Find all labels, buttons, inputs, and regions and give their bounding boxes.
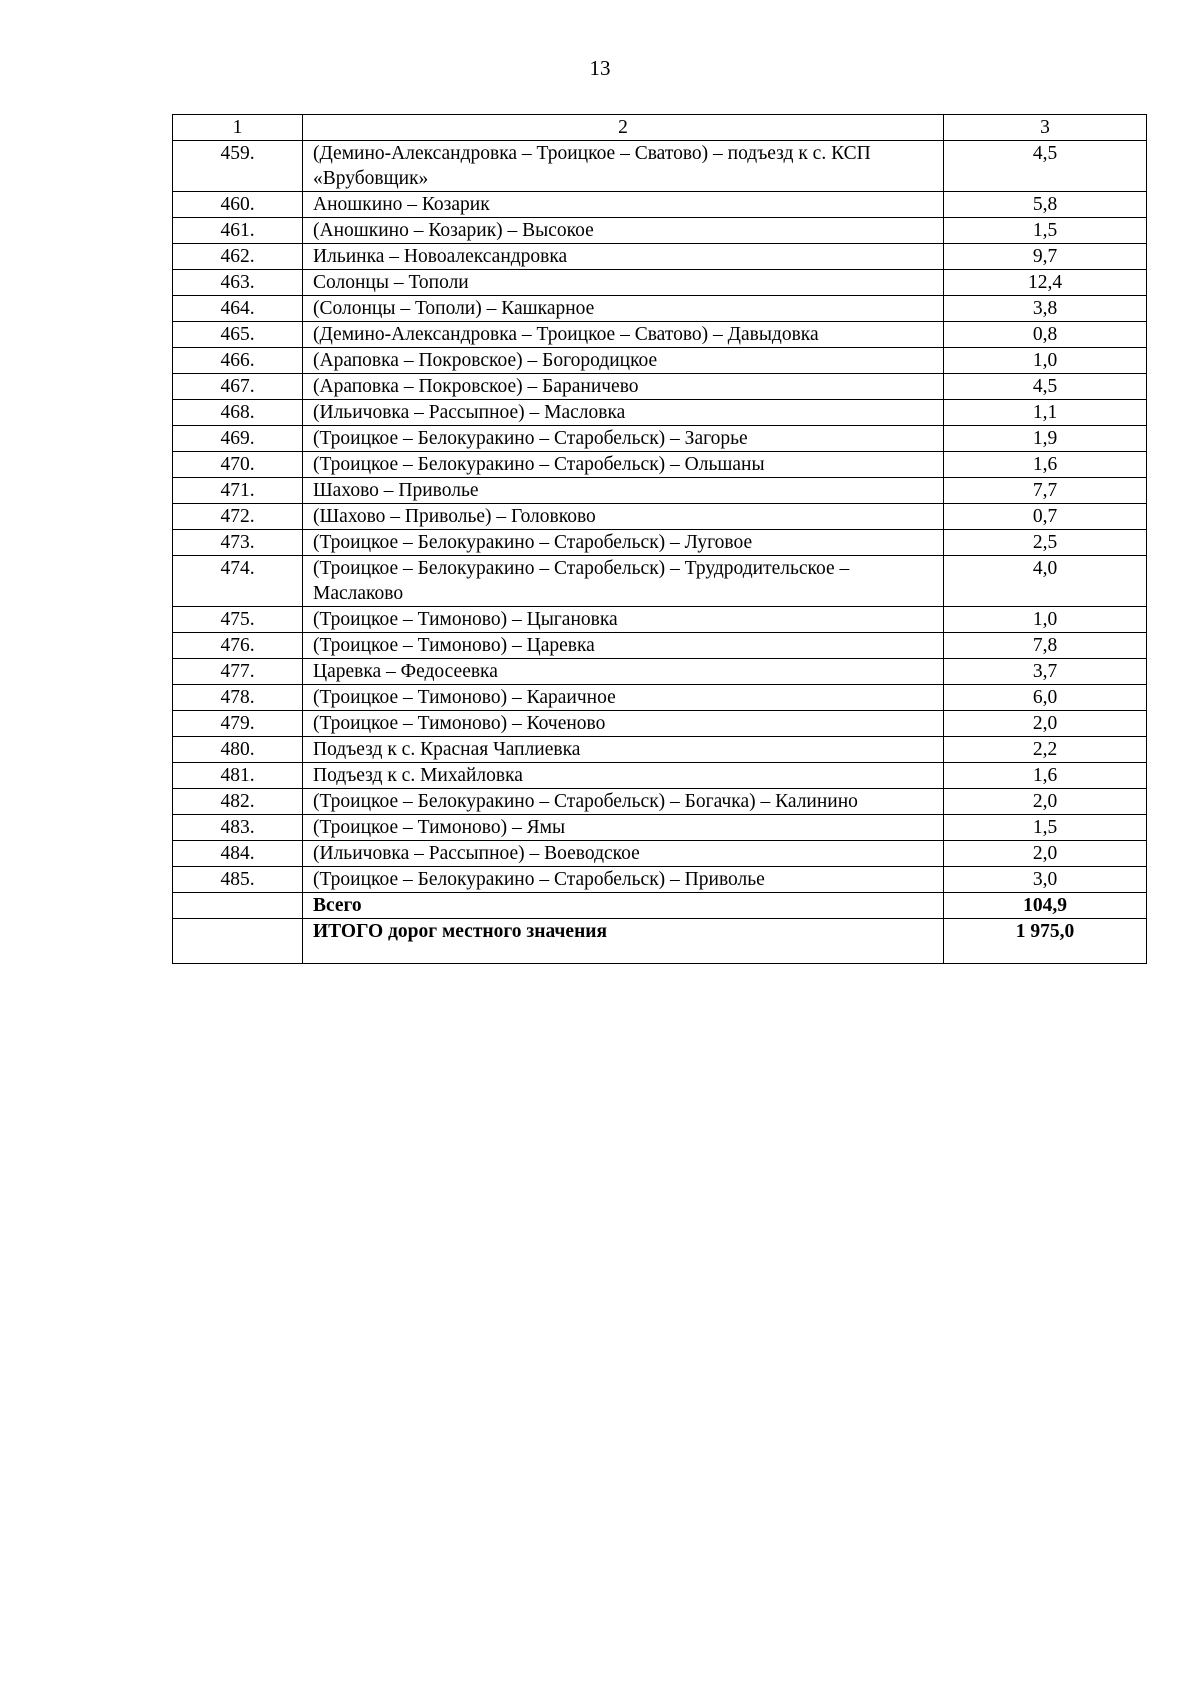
table-row — [173, 556, 1147, 607]
table-row — [173, 270, 1147, 296]
column-header-1: 1 — [173, 115, 303, 141]
row-number: 485. — [173, 867, 303, 893]
grand-total-empty-cell — [173, 919, 303, 964]
road-name: (Троицкое – Белокуракино – Старобельск) – Загорье — [303, 426, 944, 452]
road-length: 2,0 — [944, 789, 1147, 815]
table-row — [173, 218, 1147, 244]
column-header-2: 2 — [303, 115, 944, 141]
road-name: Солонцы – Тополи — [303, 270, 944, 296]
row-number: 461. — [173, 218, 303, 244]
road-name: (Троицкое – Тимоново) – Цыгановка — [303, 607, 944, 633]
row-number: 466. — [173, 348, 303, 374]
row-number: 470. — [173, 452, 303, 478]
road-length: 4,5 — [944, 141, 1147, 192]
row-number: 463. — [173, 270, 303, 296]
grand-total-value: 1 975,0 — [944, 919, 1147, 964]
road-length: 12,4 — [944, 270, 1147, 296]
road-name: Царевка – Федосеевка — [303, 659, 944, 685]
table-row — [173, 633, 1147, 659]
table-row — [173, 244, 1147, 270]
page-number: 13 — [589, 56, 611, 80]
road-length: 1,0 — [944, 348, 1147, 374]
road-length: 2,2 — [944, 737, 1147, 763]
road-name: Аношкино – Козарик — [303, 192, 944, 218]
table-row — [173, 659, 1147, 685]
road-length: 3,7 — [944, 659, 1147, 685]
road-name: (Араповка – Покровское) – Бараничево — [303, 374, 944, 400]
table-row — [173, 789, 1147, 815]
road-length: 1,5 — [944, 218, 1147, 244]
row-number: 467. — [173, 374, 303, 400]
table-row — [173, 478, 1147, 504]
road-name: (Троицкое – Белокуракино – Старобельск) – Трудродительское – Маслаково — [303, 556, 944, 607]
row-number: 479. — [173, 711, 303, 737]
row-number: 473. — [173, 530, 303, 556]
row-number: 468. — [173, 400, 303, 426]
table-row — [173, 322, 1147, 348]
road-length: 2,0 — [944, 841, 1147, 867]
row-number: 469. — [173, 426, 303, 452]
table-row — [173, 192, 1147, 218]
row-number: 477. — [173, 659, 303, 685]
road-name: (Ильичовка – Рассыпное) – Воеводское — [303, 841, 944, 867]
road-length: 2,5 — [944, 530, 1147, 556]
table-row — [173, 141, 1147, 192]
road-name: (Ильичовка – Рассыпное) – Масловка — [303, 400, 944, 426]
road-name: (Троицкое – Тимоново) – Царевка — [303, 633, 944, 659]
row-number: 459. — [173, 141, 303, 192]
table-row — [173, 763, 1147, 789]
road-name: Ильинка – Новоалександровка — [303, 244, 944, 270]
table-header-row — [173, 115, 1147, 141]
table-row — [173, 400, 1147, 426]
table-row — [173, 296, 1147, 322]
row-number: 465. — [173, 322, 303, 348]
table-row — [173, 867, 1147, 893]
grand-total-row — [173, 919, 1147, 964]
road-name: Шахово – Приволье — [303, 478, 944, 504]
road-name: Подъезд к с. Михайловка — [303, 763, 944, 789]
road-name: (Троицкое – Белокуракино – Старобельск) – Богачка) – Калинино — [303, 789, 944, 815]
row-number: 472. — [173, 504, 303, 530]
road-length: 4,5 — [944, 374, 1147, 400]
road-name: Подъезд к с. Красная Чаплиевка — [303, 737, 944, 763]
table-row — [173, 711, 1147, 737]
road-length: 1,1 — [944, 400, 1147, 426]
road-name: (Демино-Александровка – Троицкое – Сватово) – Давыдовка — [303, 322, 944, 348]
table-row — [173, 815, 1147, 841]
road-name: (Троицкое – Тимоново) – Коченово — [303, 711, 944, 737]
road-name: (Троицкое – Белокуракино – Старобельск) – Приволье — [303, 867, 944, 893]
table-row — [173, 841, 1147, 867]
row-number: 471. — [173, 478, 303, 504]
road-length: 7,8 — [944, 633, 1147, 659]
row-number: 460. — [173, 192, 303, 218]
row-number: 478. — [173, 685, 303, 711]
road-name: (Троицкое – Белокуракино – Старобельск) – Ольшаны — [303, 452, 944, 478]
column-header-3: 3 — [944, 115, 1147, 141]
road-name: (Демино-Александровка – Троицкое – Сватово) – подъезд к с. КСП «Врубовщик» — [303, 141, 944, 192]
total-value: 104,9 — [944, 893, 1147, 919]
table-row — [173, 374, 1147, 400]
road-length: 0,8 — [944, 322, 1147, 348]
road-name: (Шахово – Приволье) – Головково — [303, 504, 944, 530]
road-length: 1,5 — [944, 815, 1147, 841]
row-number: 484. — [173, 841, 303, 867]
road-length: 0,7 — [944, 504, 1147, 530]
row-number: 481. — [173, 763, 303, 789]
road-length: 1,0 — [944, 607, 1147, 633]
road-length: 1,6 — [944, 452, 1147, 478]
row-number: 476. — [173, 633, 303, 659]
road-length: 3,8 — [944, 296, 1147, 322]
road-length: 7,7 — [944, 478, 1147, 504]
table-row — [173, 504, 1147, 530]
road-name: (Солонцы – Тополи) – Кашкарное — [303, 296, 944, 322]
roads-table-body — [173, 115, 1147, 964]
road-name: (Аношкино – Козарик) – Высокое — [303, 218, 944, 244]
row-number: 475. — [173, 607, 303, 633]
total-empty-cell — [173, 893, 303, 919]
road-length: 2,0 — [944, 711, 1147, 737]
road-name: (Троицкое – Белокуракино – Старобельск) – Луговое — [303, 530, 944, 556]
row-number: 483. — [173, 815, 303, 841]
table-row — [173, 607, 1147, 633]
table-row — [173, 685, 1147, 711]
road-length: 1,9 — [944, 426, 1147, 452]
road-name: (Араповка – Покровское) – Богородицкое — [303, 348, 944, 374]
table-row — [173, 348, 1147, 374]
roads-table — [172, 114, 1147, 964]
total-row — [173, 893, 1147, 919]
road-name: (Троицкое – Тимоново) – Ямы — [303, 815, 944, 841]
total-label: Всего — [303, 893, 944, 919]
road-name: (Троицкое – Тимоново) – Караичное — [303, 685, 944, 711]
table-row — [173, 530, 1147, 556]
road-length: 4,0 — [944, 556, 1147, 607]
road-length: 5,8 — [944, 192, 1147, 218]
row-number: 462. — [173, 244, 303, 270]
row-number: 464. — [173, 296, 303, 322]
grand-total-label: ИТОГО дорог местного значения — [303, 919, 944, 964]
table-row — [173, 452, 1147, 478]
road-length: 6,0 — [944, 685, 1147, 711]
road-length: 9,7 — [944, 244, 1147, 270]
row-number: 480. — [173, 737, 303, 763]
table-row — [173, 426, 1147, 452]
table-row — [173, 737, 1147, 763]
road-length: 3,0 — [944, 867, 1147, 893]
row-number: 474. — [173, 556, 303, 607]
row-number: 482. — [173, 789, 303, 815]
road-length: 1,6 — [944, 763, 1147, 789]
